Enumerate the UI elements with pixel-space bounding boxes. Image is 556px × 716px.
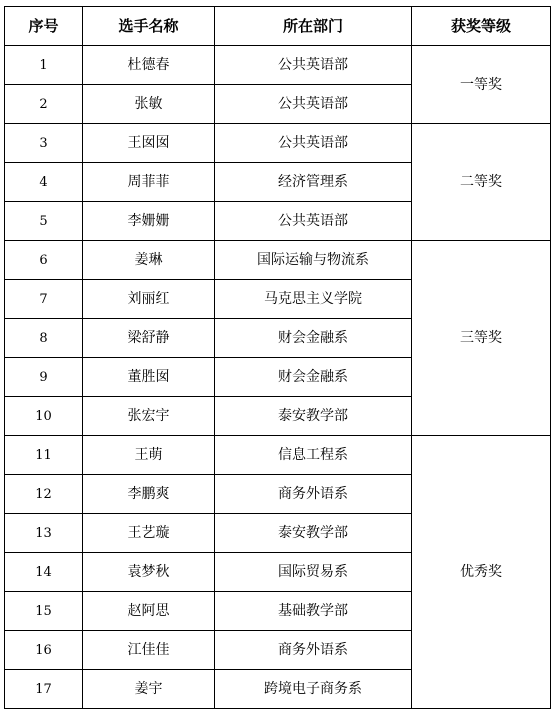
cell-department: 公共英语部 [215, 124, 412, 163]
cell-serial-number: 16 [5, 631, 83, 670]
cell-department: 商务外语系 [215, 475, 412, 514]
cell-department: 商务外语系 [215, 631, 412, 670]
cell-contestant-name: 张宏宇 [83, 397, 215, 436]
cell-department: 跨境电子商务系 [215, 670, 412, 709]
cell-department: 国际运输与物流系 [215, 241, 412, 280]
cell-department: 泰安教学部 [215, 397, 412, 436]
header-contestant-name: 选手名称 [83, 7, 215, 46]
cell-department: 公共英语部 [215, 85, 412, 124]
cell-contestant-name: 杜德春 [83, 46, 215, 85]
cell-department: 马克思主义学院 [215, 280, 412, 319]
cell-serial-number: 14 [5, 553, 83, 592]
cell-contestant-name: 赵阿思 [83, 592, 215, 631]
cell-serial-number: 13 [5, 514, 83, 553]
table-row [5, 46, 551, 85]
cell-serial-number: 7 [5, 280, 83, 319]
cell-contestant-name: 王囡囡 [83, 124, 215, 163]
header-serial-number: 序号 [5, 7, 83, 46]
cell-serial-number: 12 [5, 475, 83, 514]
cell-serial-number: 17 [5, 670, 83, 709]
cell-serial-number: 11 [5, 436, 83, 475]
cell-contestant-name: 王萌 [83, 436, 215, 475]
cell-contestant-name: 姜宇 [83, 670, 215, 709]
cell-department: 财会金融系 [215, 319, 412, 358]
cell-department: 国际贸易系 [215, 553, 412, 592]
cell-contestant-name: 董胜囡 [83, 358, 215, 397]
header-award-level: 获奖等级 [412, 7, 551, 46]
cell-contestant-name: 梁舒静 [83, 319, 215, 358]
cell-serial-number: 8 [5, 319, 83, 358]
cell-award-level: 二等奖 [412, 124, 551, 241]
cell-department: 经济管理系 [215, 163, 412, 202]
cell-serial-number: 1 [5, 46, 83, 85]
cell-department: 财会金融系 [215, 358, 412, 397]
cell-serial-number: 2 [5, 85, 83, 124]
cell-award-level: 一等奖 [412, 46, 551, 124]
cell-award-level: 三等奖 [412, 241, 551, 436]
cell-contestant-name: 姜琳 [83, 241, 215, 280]
cell-department: 公共英语部 [215, 46, 412, 85]
table-row [5, 241, 551, 280]
cell-serial-number: 15 [5, 592, 83, 631]
awards-table [4, 6, 551, 709]
table-row [5, 124, 551, 163]
cell-contestant-name: 张敏 [83, 85, 215, 124]
cell-serial-number: 3 [5, 124, 83, 163]
cell-serial-number: 4 [5, 163, 83, 202]
cell-serial-number: 5 [5, 202, 83, 241]
cell-contestant-name: 江佳佳 [83, 631, 215, 670]
cell-contestant-name: 刘丽红 [83, 280, 215, 319]
cell-award-level: 优秀奖 [412, 436, 551, 709]
cell-contestant-name: 周菲菲 [83, 163, 215, 202]
cell-department: 公共英语部 [215, 202, 412, 241]
cell-department: 泰安教学部 [215, 514, 412, 553]
cell-serial-number: 6 [5, 241, 83, 280]
header-row [5, 7, 551, 46]
cell-department: 基础教学部 [215, 592, 412, 631]
table-header [5, 7, 551, 46]
cell-contestant-name: 袁梦秋 [83, 553, 215, 592]
table-row [5, 436, 551, 475]
header-department: 所在部门 [215, 7, 412, 46]
cell-department: 信息工程系 [215, 436, 412, 475]
cell-contestant-name: 李姗姗 [83, 202, 215, 241]
cell-contestant-name: 李鹏爽 [83, 475, 215, 514]
cell-serial-number: 10 [5, 397, 83, 436]
cell-serial-number: 9 [5, 358, 83, 397]
cell-contestant-name: 王艺璇 [83, 514, 215, 553]
table-body [5, 46, 551, 709]
